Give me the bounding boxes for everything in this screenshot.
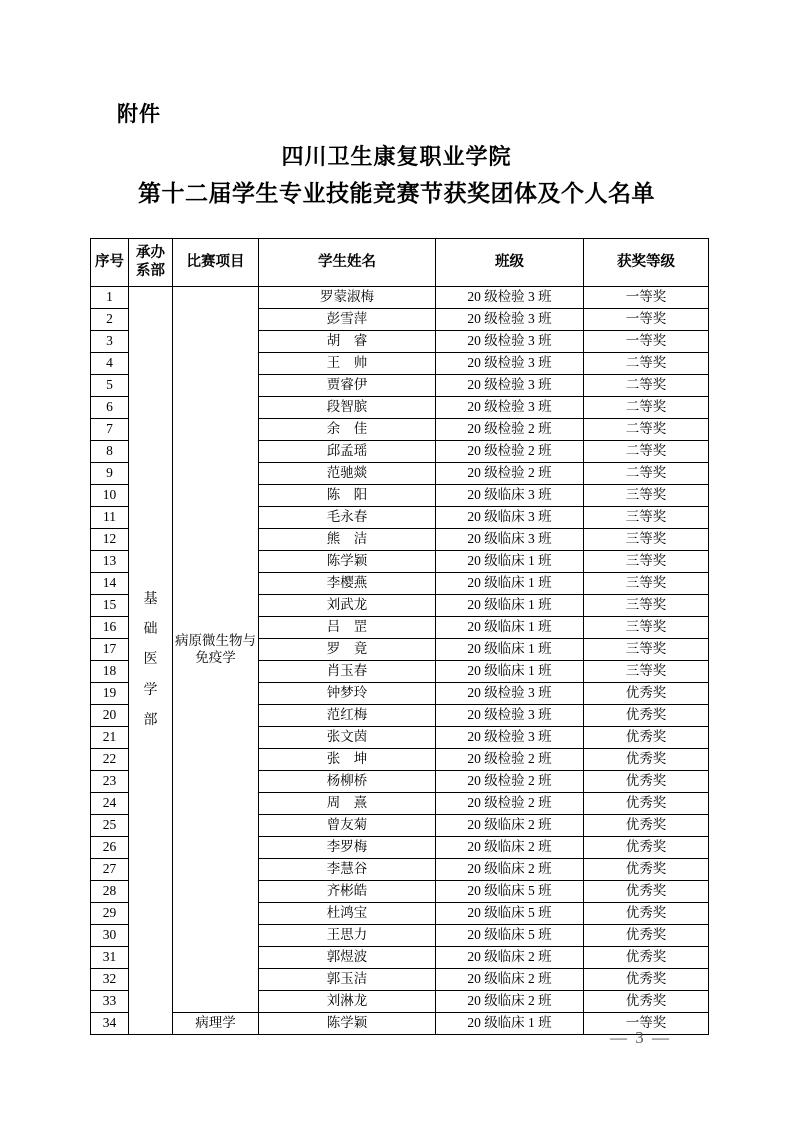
cell-student-name: 邱孟瑶	[259, 441, 436, 463]
cell-student-name: 张 坤	[259, 749, 436, 771]
cell-class: 20 级临床 1 班	[436, 573, 584, 595]
cell-no: 21	[91, 727, 129, 749]
cell-no: 24	[91, 793, 129, 815]
cell-no: 27	[91, 859, 129, 881]
cell-no: 7	[91, 419, 129, 441]
cell-class: 20 级检验 3 班	[436, 727, 584, 749]
award-table-body	[91, 287, 709, 1035]
cell-no: 10	[91, 485, 129, 507]
cell-student-name: 陈学颖	[259, 1013, 436, 1035]
cell-class: 20 级检验 3 班	[436, 309, 584, 331]
cell-no: 31	[91, 947, 129, 969]
cell-no: 2	[91, 309, 129, 331]
cell-class: 20 级临床 2 班	[436, 991, 584, 1013]
cell-class: 20 级检验 3 班	[436, 287, 584, 309]
cell-award: 优秀奖	[584, 837, 709, 859]
cell-student-name: 罗 竟	[259, 639, 436, 661]
cell-no: 6	[91, 397, 129, 419]
cell-no: 4	[91, 353, 129, 375]
cell-no: 30	[91, 925, 129, 947]
cell-student-name: 彭雪萍	[259, 309, 436, 331]
cell-no: 14	[91, 573, 129, 595]
cell-student-name: 刘武龙	[259, 595, 436, 617]
cell-award: 优秀奖	[584, 925, 709, 947]
cell-no: 17	[91, 639, 129, 661]
cell-student-name: 曾友菊	[259, 815, 436, 837]
cell-student-name: 李慧谷	[259, 859, 436, 881]
cell-award: 优秀奖	[584, 859, 709, 881]
header-no: 序号	[91, 239, 129, 287]
cell-award: 一等奖	[584, 287, 709, 309]
cell-award: 二等奖	[584, 463, 709, 485]
cell-award: 三等奖	[584, 529, 709, 551]
cell-award: 优秀奖	[584, 727, 709, 749]
cell-award: 三等奖	[584, 661, 709, 683]
cell-class: 20 级临床 2 班	[436, 815, 584, 837]
cell-award: 优秀奖	[584, 815, 709, 837]
table-row	[91, 287, 709, 309]
cell-class: 20 级临床 5 班	[436, 925, 584, 947]
cell-no: 15	[91, 595, 129, 617]
cell-class: 20 级检验 3 班	[436, 331, 584, 353]
cell-student-name: 王思力	[259, 925, 436, 947]
cell-no: 26	[91, 837, 129, 859]
cell-class: 20 级检验 3 班	[436, 705, 584, 727]
award-table	[90, 238, 709, 1035]
cell-class: 20 级临床 1 班	[436, 1013, 584, 1035]
cell-student-name: 陈 阳	[259, 485, 436, 507]
cell-class: 20 级临床 2 班	[436, 837, 584, 859]
header-event: 比赛项目	[173, 239, 259, 287]
cell-no: 16	[91, 617, 129, 639]
cell-award: 二等奖	[584, 441, 709, 463]
cell-student-name: 吕 罡	[259, 617, 436, 639]
header-class: 班级	[436, 239, 584, 287]
cell-student-name: 毛永春	[259, 507, 436, 529]
cell-class: 20 级临床 5 班	[436, 881, 584, 903]
cell-class: 20 级临床 3 班	[436, 529, 584, 551]
cell-class: 20 级临床 3 班	[436, 485, 584, 507]
cell-no: 13	[91, 551, 129, 573]
cell-class: 20 级临床 2 班	[436, 947, 584, 969]
cell-student-name: 段智膑	[259, 397, 436, 419]
department-vertical-text: 基础医学部	[143, 592, 158, 728]
cell-student-name: 李罗梅	[259, 837, 436, 859]
cell-award: 优秀奖	[584, 881, 709, 903]
cell-award: 优秀奖	[584, 683, 709, 705]
cell-class: 20 级临床 1 班	[436, 551, 584, 573]
cell-award: 二等奖	[584, 397, 709, 419]
cell-award: 三等奖	[584, 573, 709, 595]
cell-no: 28	[91, 881, 129, 903]
cell-class: 20 级临床 1 班	[436, 639, 584, 661]
cell-class: 20 级检验 2 班	[436, 793, 584, 815]
cell-no: 5	[91, 375, 129, 397]
cell-department	[129, 287, 173, 1035]
cell-student-name: 王 帅	[259, 353, 436, 375]
header-row	[91, 239, 709, 287]
attachment-label: 附件	[117, 103, 161, 126]
cell-award: 三等奖	[584, 595, 709, 617]
cell-class: 20 级检验 2 班	[436, 419, 584, 441]
header-name: 学生姓名	[259, 239, 436, 287]
cell-student-name: 范驰燚	[259, 463, 436, 485]
cell-student-name: 杜鸿宝	[259, 903, 436, 925]
cell-no: 22	[91, 749, 129, 771]
cell-award: 三等奖	[584, 551, 709, 573]
cell-student-name: 陈学颖	[259, 551, 436, 573]
cell-class: 20 级检验 2 班	[436, 463, 584, 485]
cell-class: 20 级检验 3 班	[436, 353, 584, 375]
cell-student-name: 杨柳桥	[259, 771, 436, 793]
cell-no: 19	[91, 683, 129, 705]
cell-no: 29	[91, 903, 129, 925]
header-award: 获奖等级	[584, 239, 709, 287]
cell-award: 三等奖	[584, 617, 709, 639]
cell-award: 优秀奖	[584, 705, 709, 727]
cell-award: 三等奖	[584, 639, 709, 661]
cell-class: 20 级检验 2 班	[436, 441, 584, 463]
cell-student-name: 肖玉春	[259, 661, 436, 683]
cell-class: 20 级临床 1 班	[436, 661, 584, 683]
cell-no: 18	[91, 661, 129, 683]
cell-no: 23	[91, 771, 129, 793]
cell-award: 二等奖	[584, 375, 709, 397]
cell-award: 优秀奖	[584, 793, 709, 815]
cell-student-name: 郭玉洁	[259, 969, 436, 991]
cell-class: 20 级检验 3 班	[436, 375, 584, 397]
cell-no: 20	[91, 705, 129, 727]
cell-class: 20 级临床 1 班	[436, 595, 584, 617]
cell-no: 1	[91, 287, 129, 309]
cell-award: 三等奖	[584, 507, 709, 529]
cell-no: 33	[91, 991, 129, 1013]
cell-student-name: 周 熹	[259, 793, 436, 815]
cell-award: 优秀奖	[584, 771, 709, 793]
cell-student-name: 齐彬皓	[259, 881, 436, 903]
cell-award: 二等奖	[584, 353, 709, 375]
cell-award: 一等奖	[584, 309, 709, 331]
cell-class: 20 级临床 2 班	[436, 969, 584, 991]
cell-student-name: 刘淋龙	[259, 991, 436, 1013]
cell-award: 优秀奖	[584, 749, 709, 771]
cell-no: 9	[91, 463, 129, 485]
cell-event: 病原微生物与免疫学	[173, 287, 259, 1013]
cell-no: 3	[91, 331, 129, 353]
cell-student-name: 钟梦玲	[259, 683, 436, 705]
cell-class: 20 级检验 2 班	[436, 749, 584, 771]
cell-student-name: 张文茵	[259, 727, 436, 749]
cell-no: 8	[91, 441, 129, 463]
cell-award: 一等奖	[584, 1013, 709, 1035]
cell-award: 优秀奖	[584, 903, 709, 925]
cell-no: 12	[91, 529, 129, 551]
cell-award: 三等奖	[584, 485, 709, 507]
cell-class: 20 级临床 2 班	[436, 859, 584, 881]
cell-class: 20 级临床 1 班	[436, 617, 584, 639]
cell-student-name: 熊 洁	[259, 529, 436, 551]
cell-award: 一等奖	[584, 331, 709, 353]
doc-title-line2: 第十二届学生专业技能竞赛节获奖团体及个人名单	[138, 180, 655, 206]
cell-class: 20 级检验 2 班	[436, 771, 584, 793]
header-department: 承办系部	[129, 239, 173, 287]
cell-student-name: 罗蒙淑梅	[259, 287, 436, 309]
award-table-header	[91, 239, 709, 287]
cell-student-name: 贾睿伊	[259, 375, 436, 397]
cell-award: 二等奖	[584, 419, 709, 441]
page-number: — 3 —	[610, 1028, 671, 1047]
cell-student-name: 胡 睿	[259, 331, 436, 353]
cell-award: 优秀奖	[584, 969, 709, 991]
cell-award: 优秀奖	[584, 947, 709, 969]
cell-student-name: 余 佳	[259, 419, 436, 441]
cell-award: 优秀奖	[584, 991, 709, 1013]
cell-student-name: 范红梅	[259, 705, 436, 727]
cell-no: 32	[91, 969, 129, 991]
cell-class: 20 级临床 5 班	[436, 903, 584, 925]
cell-class: 20 级检验 3 班	[436, 683, 584, 705]
cell-no: 25	[91, 815, 129, 837]
cell-class: 20 级检验 3 班	[436, 397, 584, 419]
doc-title-line1: 四川卫生康复职业学院	[281, 144, 512, 169]
cell-no: 11	[91, 507, 129, 529]
cell-student-name: 李樱燕	[259, 573, 436, 595]
cell-class: 20 级临床 3 班	[436, 507, 584, 529]
cell-no: 34	[91, 1013, 129, 1035]
cell-event: 病理学	[173, 1013, 259, 1035]
cell-student-name: 郭煜波	[259, 947, 436, 969]
